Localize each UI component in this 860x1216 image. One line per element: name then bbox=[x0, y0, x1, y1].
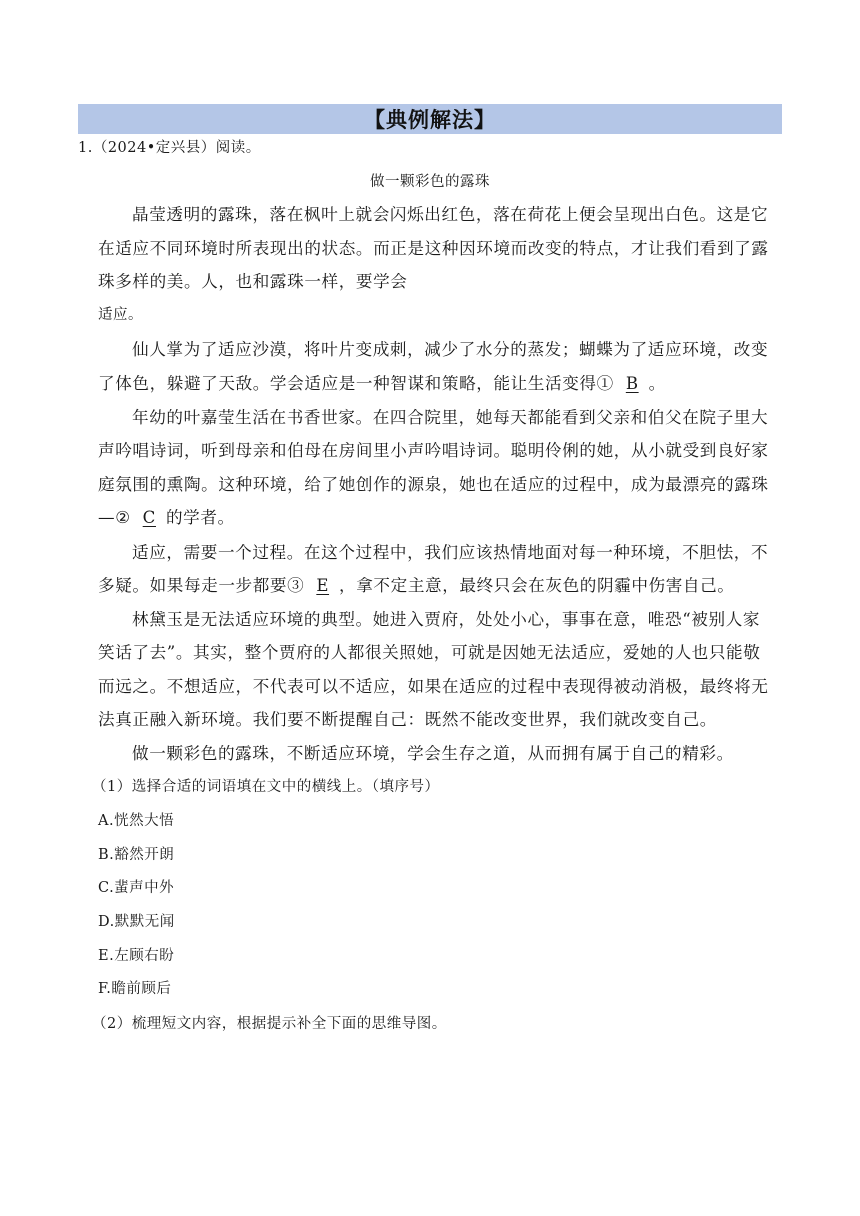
paragraph-4-line-2 bbox=[98, 576, 735, 596]
question-intro: 1.（2024•定兴县）阅读。 bbox=[78, 140, 261, 156]
sub-question-1: （1）选择合适的词语填在文中的横线上。（填序号） bbox=[92, 779, 440, 795]
paragraph-1-line-3: 珠多样的美。人，也和露珠一样，要学会 bbox=[98, 272, 408, 291]
option-c: C.蜚声中外 bbox=[98, 880, 175, 896]
paragraph-2-line-1: 仙人掌为了适应沙漠，将叶片变成刺，减少了水分的蒸发；蝴蝶为了适应环境，改变 bbox=[132, 340, 769, 359]
paragraph-5-line-3: 而远之。不想适应，不代表可以不适应，如果在适应的过程中表现得被动消极，最终将无 bbox=[98, 677, 769, 696]
option-d: D.默默无闻 bbox=[98, 914, 175, 930]
paragraph-3-line-2: 声吟唱诗词，听到母亲和伯母在房间里小声吟唱诗词。聪明伶俐的她，从小就受到良好家 bbox=[98, 441, 769, 460]
paragraph-3-text-before: —② bbox=[98, 508, 131, 527]
paragraph-2-text-after: 。 bbox=[648, 374, 666, 393]
paragraph-1-line-2: 在适应不同环境时所表现出的状态。而正是这种因环境而改变的特点，才让我们看到了露 bbox=[98, 239, 769, 258]
answer-blank-2: C bbox=[142, 508, 156, 527]
paragraph-2-line-2 bbox=[98, 374, 666, 394]
paragraph-3-line-1: 年幼的叶嘉莹生活在书香世家。在四合院里，她每天都能看到父亲和伯父在院子里大 bbox=[132, 408, 769, 427]
section-header: 【典例解法】 bbox=[78, 104, 782, 134]
paragraph-1-line-4: 适应。 bbox=[98, 307, 143, 323]
answer-blank-3: E bbox=[316, 576, 330, 595]
article-title: 做一颗彩色的露珠 bbox=[370, 174, 490, 190]
paragraph-2-text-before: 了体色，躲避了天敌。学会适应是一种智谋和策略，能让生活变得① bbox=[98, 374, 614, 393]
paragraph-3-text-after: 的学者。 bbox=[165, 508, 235, 527]
paragraph-4-line-1: 适应，需要一个过程。在这个过程中，我们应该热情地面对每一种环境，不胆怯，不 bbox=[132, 543, 769, 562]
paragraph-1-line-1: 晶莹透明的露珠，落在枫叶上就会闪烁出红色，落在荷花上便会呈现出白色。这是它 bbox=[132, 205, 769, 224]
sub-question-2: （2）梳理短文内容，根据提示补全下面的思维导图。 bbox=[92, 1016, 447, 1032]
paragraph-4-text-after: ，拿不定主意，最终只会在灰色的阴霾中伤害自己。 bbox=[339, 576, 735, 595]
paragraph-3-line-4 bbox=[98, 508, 235, 528]
option-b: B.豁然开朗 bbox=[98, 847, 175, 863]
paragraph-5-line-1: 林黛玉是无法适应环境的典型。她进入贾府，处处小心，事事在意，唯恐“被别人家 bbox=[132, 610, 761, 629]
paragraph-6: 做一颗彩色的露珠，不断适应环境，学会生存之道，从而拥有属于自己的精彩。 bbox=[132, 744, 734, 763]
paragraph-5-line-2: 笑话了去”。其实，整个贾府的人都很关照她，可就是因她无法适应，爱她的人也只能敬 bbox=[98, 643, 761, 662]
paragraph-3-line-3: 庭氛围的熏陶。这种环境，给了她创作的源泉，她也在适应的过程中，成为最漂亮的露珠 bbox=[98, 475, 769, 494]
paragraph-5-line-4: 法真正融入新环境。我们要不断提醒自己：既然不能改变世界，我们就改变自己。 bbox=[98, 710, 717, 729]
option-e: E.左顾右盼 bbox=[98, 948, 175, 964]
option-a: A.恍然大悟 bbox=[98, 813, 175, 829]
answer-blank-1: B bbox=[625, 374, 639, 393]
option-f: F.瞻前顾后 bbox=[98, 981, 172, 997]
paragraph-4-text-before: 多疑。如果每走一步都要③ bbox=[98, 576, 305, 595]
